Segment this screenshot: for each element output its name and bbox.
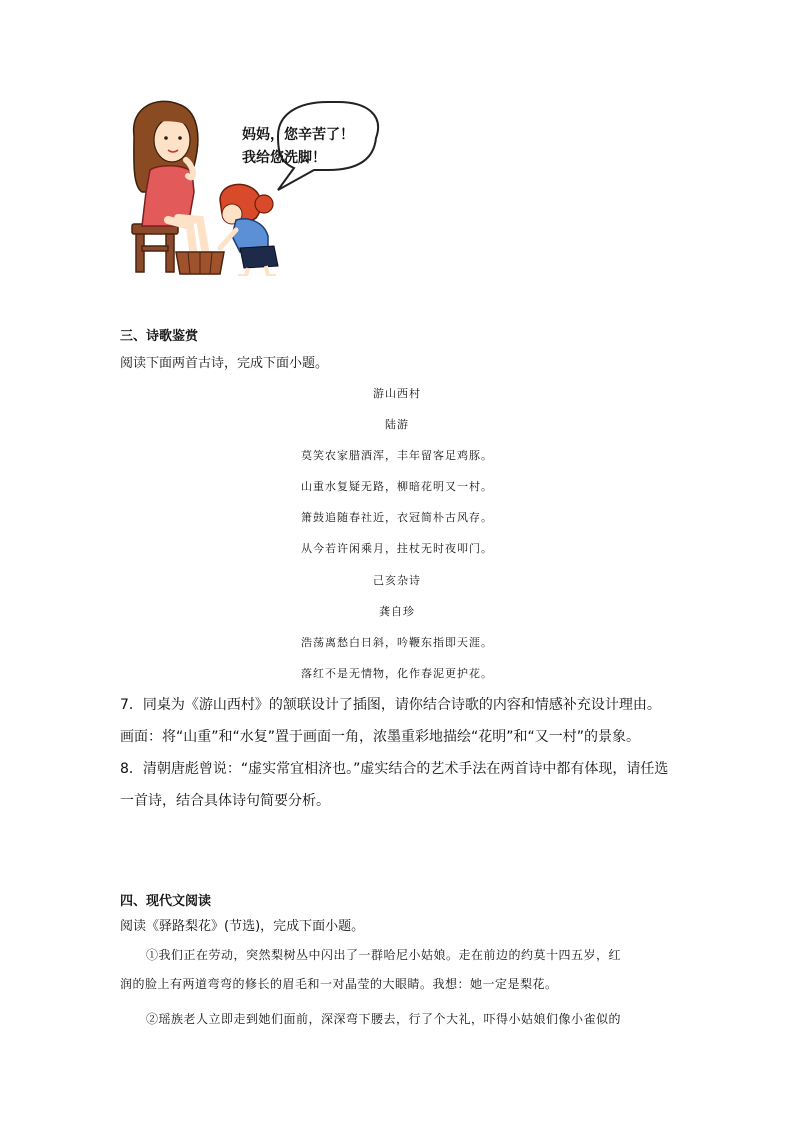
passage-p1-line-1: ①我们正在劳动，突然梨树丛中闪出了一群哈尼小姑娘。走在前边的约莫十四五岁，红 — [146, 948, 622, 962]
passage-paragraph-1 — [120, 941, 676, 999]
poem-2-author: 龚自珍 — [379, 605, 415, 618]
poem-2-line-1: 浩荡离愁白日斜，吟鞭东指即天涯。 — [301, 636, 493, 649]
question-8-line-2: 一首诗，结合具体诗句简要分析。 — [120, 793, 330, 809]
passage-p2-line-1: ②瑶族老人立即走到她们面前，深深弯下腰去，行了个大礼，吓得小姑娘们像小雀似的 — [146, 1012, 622, 1026]
section-4-heading: 四、现代文阅读 — [120, 894, 212, 909]
illustration-mother-daughter — [128, 96, 380, 276]
poem-1-line-1: 莫笑农家腊酒浑，丰年留客足鸡豚。 — [301, 449, 493, 462]
poem-1-line-4: 从今若许闲乘月，拄杖无时夜叩门。 — [301, 542, 493, 555]
question-7: 7．同桌为《游山西村》的颔联设计了插图，请你结合诗歌的内容和情感补充设计理由。 — [120, 697, 661, 713]
poem-2-title: 己亥杂诗 — [373, 574, 421, 587]
bubble-line-1: 妈妈，您辛苦了！ — [242, 127, 354, 143]
poem-2-line-2: 落红不是无情物，化作春泥更护花。 — [301, 667, 493, 680]
poem-1-author: 陆游 — [385, 418, 409, 431]
question-7-scene: 画面：将“山重”和“水复”置于画面一角，浓墨重彩地描绘“花明”和“又一村”的景象。 — [120, 729, 641, 745]
poem-1-line-2: 山重水复疑无路，柳暗花明又一村。 — [301, 480, 493, 493]
bubble-line-2: 我给您洗脚！ — [242, 150, 326, 166]
poem-1-title: 游山西村 — [373, 387, 421, 400]
passage-p1-line-2: 润的脸上有两道弯弯的修长的眉毛和一对晶莹的大眼睛。我想：她一定是梨花。 — [120, 977, 558, 991]
section-3-heading: 三、诗歌鉴赏 — [120, 329, 199, 344]
girl-skirt — [240, 246, 278, 268]
poem-1-line-3: 箫鼓追随春社近，衣冠简朴古风存。 — [301, 511, 493, 524]
section-4-intro: 阅读《驿路梨花》(节选)，完成下面小题。 — [120, 919, 365, 934]
section-3-intro: 阅读下面两首古诗，完成下面小题。 — [120, 356, 329, 371]
question-8-line-1: 8．清朝唐彪曾说：“虚实常宜相济也。”虚实结合的艺术手法在两首诗中都有体现，请任选 — [120, 761, 669, 777]
mother-face — [154, 118, 190, 162]
stool — [132, 224, 178, 272]
passage-paragraph-2 — [120, 1005, 676, 1034]
speech-bubble-text — [242, 124, 354, 170]
